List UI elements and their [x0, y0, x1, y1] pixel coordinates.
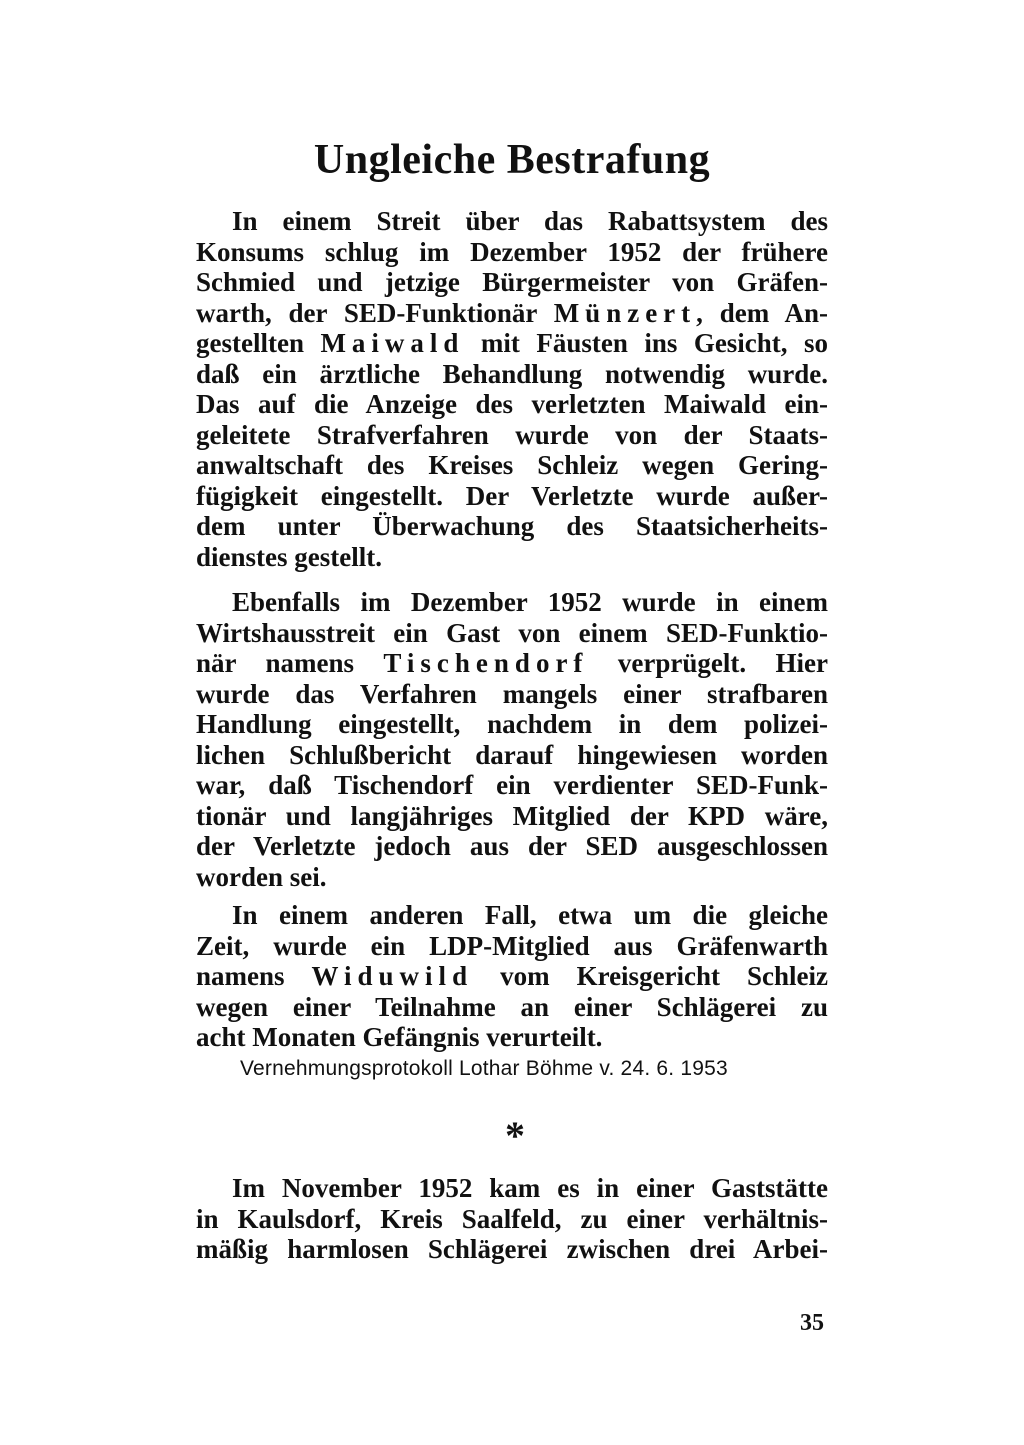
paragraph-1	[196, 206, 828, 572]
text-segment: när namens	[196, 648, 354, 678]
page-title: Ungleiche Bestrafung	[313, 137, 711, 183]
text-line: Das auf die Anzeige des verletzten Maiwald ein-	[196, 389, 828, 419]
text-line: tionär und langjähriges Mitglied der KPD wäre,	[196, 800, 828, 831]
text-line: der Verletzte jedoch aus der SED ausgeschlossen	[196, 831, 828, 861]
page-number: 35	[800, 1310, 824, 1336]
text-line: mäßig harmlosen Schlägerei zwischen drei Arbei-	[196, 1234, 828, 1264]
text-line	[196, 961, 828, 992]
paragraph-2	[196, 587, 828, 892]
text-segment: , dem An-	[696, 297, 829, 328]
text-line: Wirtshausstreit ein Gast von einem SED-Funktio-	[196, 617, 828, 648]
name-widuwild: Widuwild	[311, 961, 474, 991]
text-line: daß ein ärztliche Behandlung notwendig wurde.	[196, 358, 828, 389]
paragraph-3	[196, 900, 828, 1053]
text-line: dienstes gestellt.	[196, 541, 382, 572]
name-maiwald: Maiwald	[320, 328, 465, 358]
text-segment: warth, der SED-Funktionär	[196, 297, 537, 328]
text-line: war, daß Tischendorf ein verdienter SED-Funk-	[196, 770, 828, 800]
text-segment: gestellten	[196, 328, 304, 358]
text-line	[196, 648, 828, 679]
section-separator: *	[505, 1113, 525, 1158]
text-line: Zeit, wurde ein LDP-Mitglied aus Gräfenwarth	[196, 930, 828, 961]
source-citation: Vernehmungsprotokoll Lothar Böhme v. 24. 6. 1953	[240, 1057, 728, 1080]
text-line: fügigkeit eingestellt. Der Verletzte wurde außer-	[196, 480, 828, 511]
text-line: In einem Streit über das Rabattsystem des	[232, 206, 828, 236]
text-line: in Kaulsdorf, Kreis Saalfeld, zu einer verhältnis-	[196, 1203, 828, 1234]
text-segment: verprügelt. Hier	[617, 648, 828, 678]
text-line: Ebenfalls im Dezember 1952 wurde in einem	[232, 587, 828, 617]
text-segment: mit Fäusten ins Gesicht, so	[480, 328, 829, 358]
text-line: Im November 1952 kam es in einer Gaststätte	[232, 1173, 828, 1203]
text-line: acht Monaten Gefängnis verurteilt.	[196, 1022, 603, 1052]
text-segment: namens	[196, 961, 285, 991]
text-line	[196, 298, 828, 329]
text-segment: vom Kreisgericht Schleiz	[500, 961, 829, 991]
text-line: geleitete Strafverfahren wurde von der Staats-	[196, 419, 828, 450]
paragraph-4	[196, 1173, 828, 1265]
text-line: wurde das Verfahren mangels einer strafbaren	[196, 678, 828, 709]
text-line: Konsums schlug im Dezember 1952 der frühere	[196, 236, 828, 267]
text-line: lichen Schlußbericht darauf hingewiesen worden	[196, 739, 828, 770]
text-line: anwaltschaft des Kreises Schleiz wegen Gering-	[196, 450, 828, 480]
text-line: Schmied und jetzige Bürgermeister von Gräfen-	[196, 267, 828, 297]
name-munzert: Münzert	[553, 297, 697, 328]
name-tischendorf: Tischendorf	[383, 648, 589, 678]
text-line: dem unter Überwachung des Staatsicherheits-	[196, 511, 828, 541]
text-line: Handlung eingestellt, nachdem in dem polizei-	[196, 709, 828, 739]
text-line: In einem anderen Fall, etwa um die gleiche	[232, 900, 828, 930]
text-line: wegen einer Teilnahme an einer Schlägerei zu	[196, 991, 828, 1022]
text-line: worden sei.	[196, 861, 327, 892]
text-line	[196, 328, 828, 359]
